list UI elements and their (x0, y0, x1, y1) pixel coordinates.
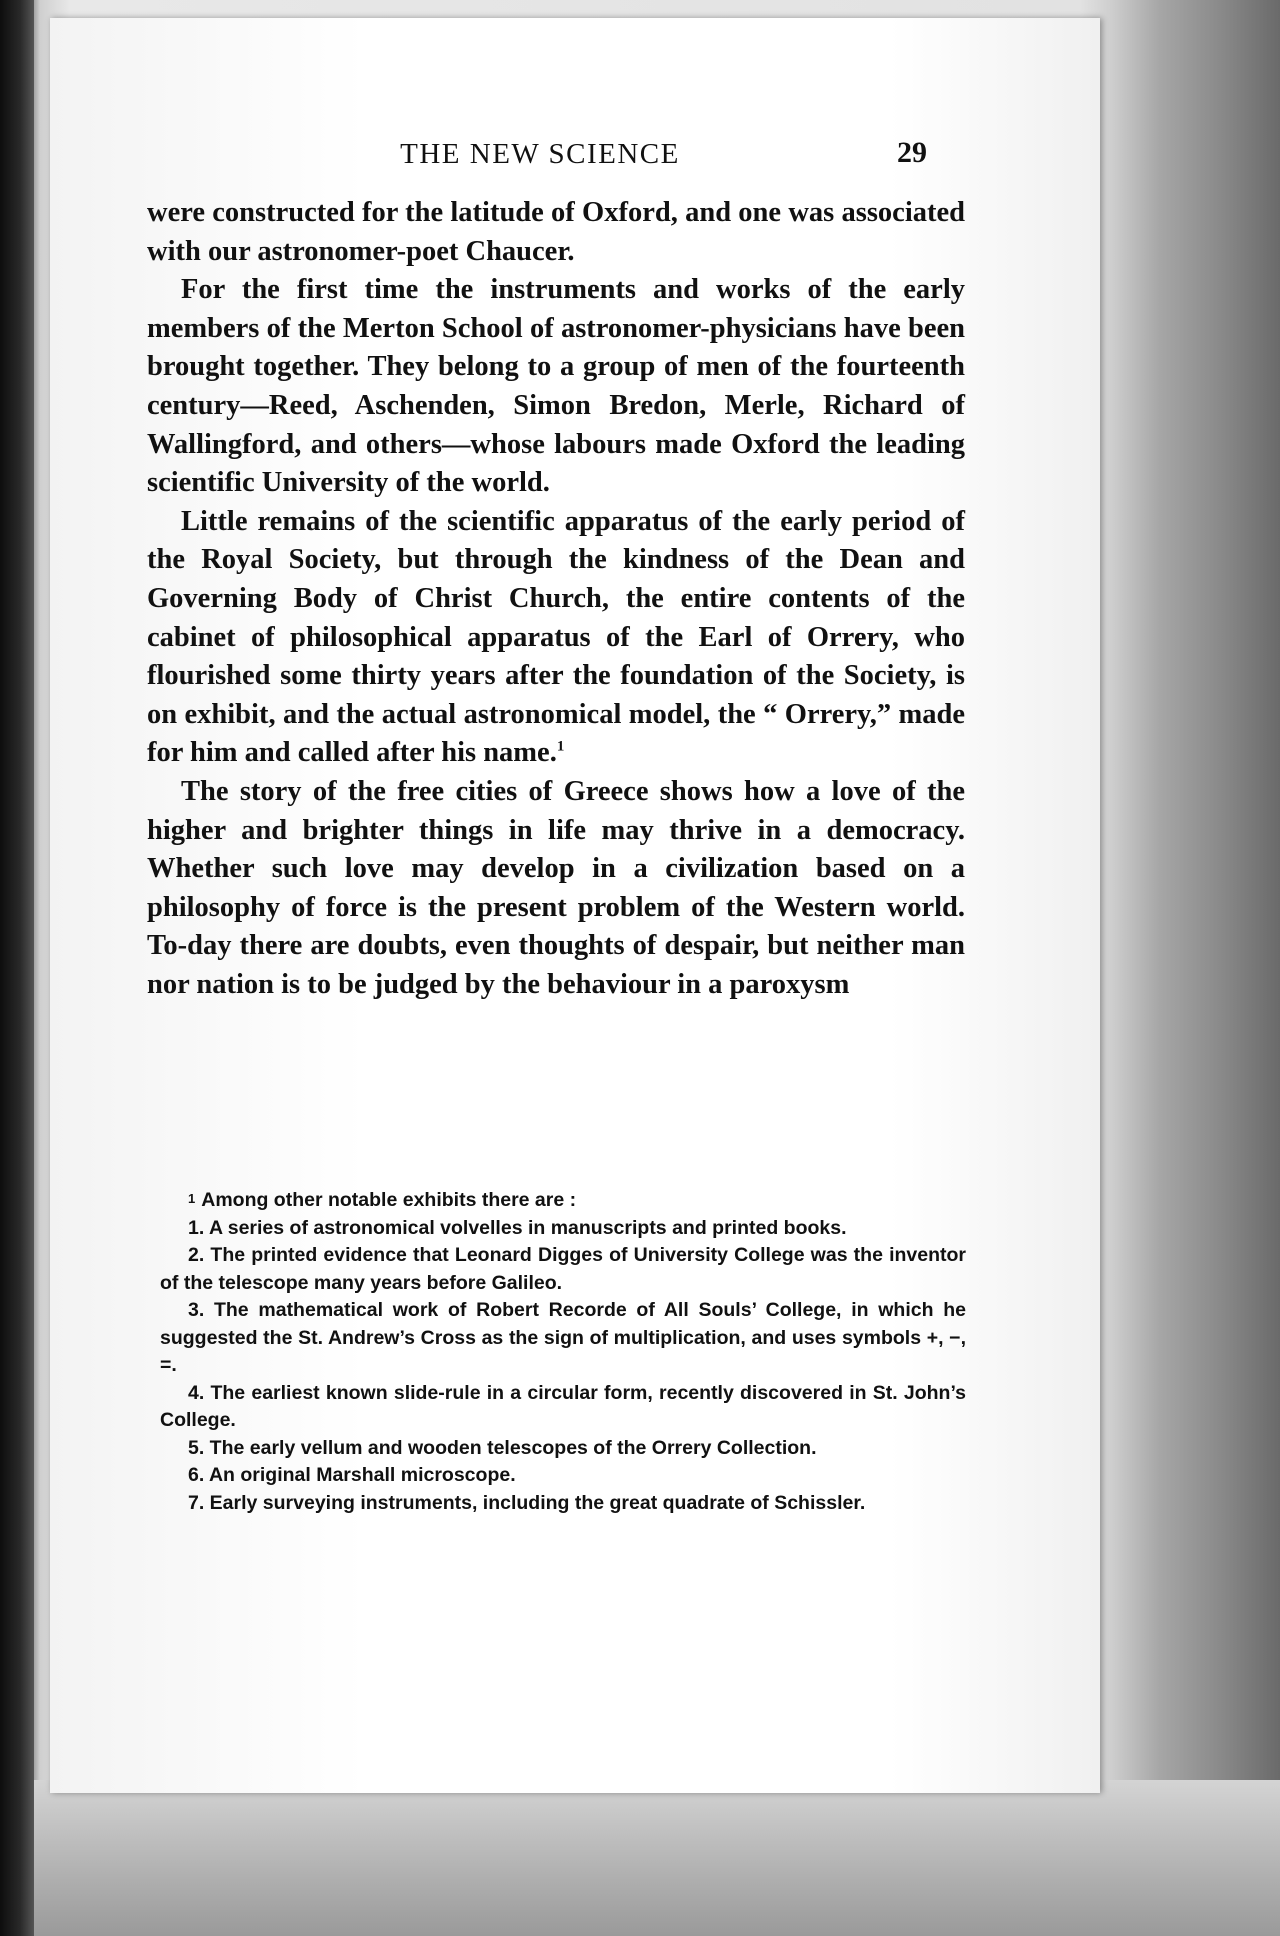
paragraph-3-text: Little remains of the scientific apparatus of the early period of the Royal Society, but through the kindness of the Dean and Governing Body of Christ Church, the entire contents of the cabinet of philosophical apparatus of the Earl of Orrery, who flourished some thirty years after the foundation of the Society, is on exhibit, and the actual astronomical model, the “ Orrery,” made for him and called after his name. (147, 505, 965, 769)
page-number: 29 (897, 136, 927, 169)
book-bottom-edge (34, 1780, 1280, 1936)
running-head (145, 138, 935, 178)
paragraph-2: For the first time the instruments and works of the early members of the Merton School of astronomer-physicians have been brought together. They belong to a group of men of the fourteenth century—Reed, Aschenden, Simon Bredon, Merle, Richard of Wallingford, and others—whose labours made Oxford the leading scientific University of the world. (147, 274, 965, 499)
body-text (147, 194, 965, 1004)
footnotes (160, 1185, 966, 1517)
paragraph-4: The story of the free cities of Greece shows how a love of the higher and brighter things in life may thrive in a democracy. Whether such love may develop in a civilization based on a philosophy of force is the present problem of the Western world. To-day there are doubts, even thoughts of despair, but neither man nor nation is to be judged by the behaviour in a paroxysm (147, 775, 965, 1000)
book-page (50, 18, 1100, 1793)
footnote-item: 5. The early vellum and wooden telescopes of the Orrery Collection. (188, 1436, 817, 1459)
footnote-item: 6. An original Marshall microscope. (188, 1464, 516, 1486)
paragraph-3 (147, 503, 965, 773)
book-spine (0, 0, 34, 1936)
running-title: THE NEW SCIENCE (400, 138, 680, 170)
footnote-intro (160, 1185, 966, 1215)
footnote-item: 4. The earliest known slide-rule in a circular form, recently discovered in St. John’s College. (160, 1381, 966, 1431)
paragraph-1: were constructed for the latitude of Oxford, and one was associated with our astronomer-poet Chaucer. (147, 197, 965, 267)
footnote-reference: 1 (556, 738, 565, 755)
footnote-intro-text: Among other notable exhibits there are : (201, 1189, 577, 1211)
footnote-item: 3. The mathematical work of Robert Recorde of All Souls’ College, in which he suggested the St. Andrew’s Cross as the sign of multiplication, and uses symbols +, −, =. (160, 1299, 966, 1376)
footnote-marker: 1 (188, 1191, 196, 1206)
footnote-item: 7. Early surveying instruments, including the great quadrate of Schissler. (188, 1491, 866, 1514)
footnote-item: 1. A series of astronomical volvelles in manuscripts and printed books. (188, 1216, 847, 1239)
footnote-item: 2. The printed evidence that Leonard Digges of University College was the inventor of the telescope many years before Galileo. (160, 1244, 966, 1294)
